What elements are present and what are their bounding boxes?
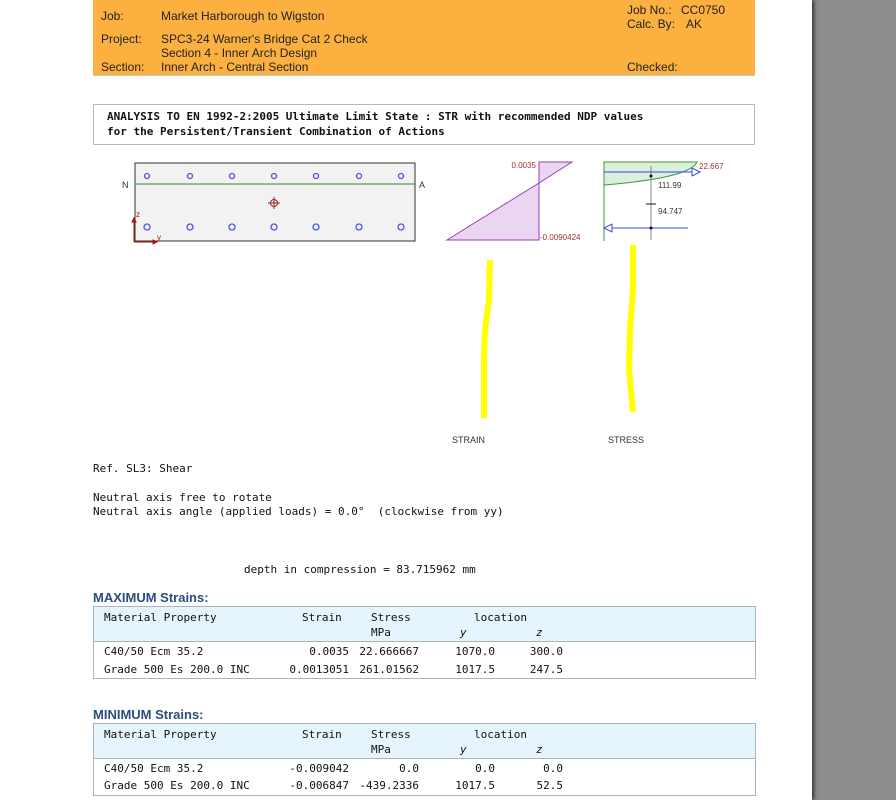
jobno-label: Job No.:: [627, 3, 672, 17]
cell-material: C40/50 Ecm 35.2: [104, 762, 204, 775]
col-stress: Stress: [371, 728, 411, 741]
col-location: location: [474, 611, 527, 624]
table-row: [94, 663, 755, 677]
table-header: [94, 607, 755, 642]
stress-diagram: [604, 162, 724, 241]
cell-material: Grade 500 Es 200.0 INC: [104, 779, 250, 792]
cell-strain: 0.0035: [309, 645, 349, 658]
lever-arm-1: 111.99: [658, 181, 682, 190]
stress-caption: STRESS: [608, 435, 645, 445]
stress-top-value: 22.667: [699, 162, 724, 171]
calcby-label: Calc. By:: [627, 17, 676, 31]
col-y: y: [460, 743, 467, 756]
cell-z: 52.5: [536, 779, 563, 792]
cell-z: 247.5: [529, 663, 563, 676]
yellow-annotation-strain: [484, 260, 490, 418]
y-label: y: [157, 233, 161, 242]
cell-y: 1017.5: [455, 779, 495, 792]
a-label: A: [419, 180, 426, 190]
strain-diagram: [447, 161, 581, 242]
min-strains-table: [93, 723, 756, 796]
section-value: Inner Arch - Central Section: [161, 60, 309, 74]
cell-stress: 0.0: [399, 762, 419, 775]
table-row: [94, 779, 755, 793]
cell-stress: -439.2336: [359, 779, 419, 792]
min-strains-title: MINIMUM Strains:: [93, 707, 204, 722]
cell-y: 1017.5: [455, 663, 495, 676]
na-free-note: Neutral axis free to rotate: [93, 491, 272, 504]
col-stress-unit: MPa: [371, 743, 391, 756]
section-label: Section:: [101, 60, 145, 74]
n-label: N: [122, 180, 129, 190]
strain-tension: [447, 183, 539, 240]
yellow-annotation-stress: [629, 245, 633, 412]
col-stress: Stress: [371, 611, 411, 624]
analysis-title-line2: for the Persistent/Transient Combination of Actions: [107, 125, 445, 138]
cell-strain: -0.006847: [289, 779, 349, 792]
col-z: z: [536, 626, 543, 639]
col-strain: Strain: [302, 728, 342, 741]
col-z: z: [536, 743, 543, 756]
project-line1: SPC3-24 Warner's Bridge Cat 2 Check: [161, 32, 368, 46]
checked-label: Checked:: [627, 60, 678, 74]
table-row: [94, 762, 755, 776]
cell-strain: -0.009042: [289, 762, 349, 775]
na-angle-note: Neutral axis angle (applied loads) = 0.0° (clockwise from yy): [93, 505, 504, 518]
cell-y: 1070.0: [455, 645, 495, 658]
cross-section: [122, 163, 425, 244]
cell-material: Grade 500 Es 200.0 INC: [104, 663, 250, 676]
cell-z: 300.0: [529, 645, 563, 658]
max-strains-title: MAXIMUM Strains:: [93, 590, 209, 605]
cell-stress: 261.01562: [359, 663, 419, 676]
col-location: location: [474, 728, 527, 741]
col-strain: Strain: [302, 611, 342, 624]
cell-stress: 22.666667: [359, 645, 419, 658]
ref-note: Ref. SL3: Shear: [93, 462, 193, 475]
job-value: Market Harborough to Wigston: [161, 9, 325, 23]
max-strains-table: [93, 606, 756, 679]
strain-bottom-value: -0.0090424: [540, 233, 581, 242]
project-line2: Section 4 - Inner Arch Design: [161, 46, 318, 60]
cell-z: 0.0: [543, 762, 563, 775]
col-stress-unit: MPa: [371, 626, 391, 639]
strain-caption: STRAIN: [452, 435, 486, 445]
calcby-value: AK: [686, 17, 703, 31]
cell-y: 0.0: [475, 762, 495, 775]
cell-strain: 0.0013051: [289, 663, 349, 676]
col-material: Material Property: [104, 611, 217, 624]
job-label: Job:: [101, 9, 124, 23]
col-material: Material Property: [104, 728, 217, 741]
depth-note: depth in compression = 83.715962 mm: [244, 563, 476, 576]
table-header: [94, 724, 755, 759]
analysis-title-line1: ANALYSIS TO EN 1992-2:2005 Ultimate Limit State : STR with recommended NDP values: [107, 110, 644, 123]
strain-compression: [539, 162, 572, 183]
table-row: [94, 645, 755, 659]
cell-material: C40/50 Ecm 35.2: [104, 645, 204, 658]
lever-arm-2: 94.747: [658, 207, 683, 216]
jobno-value: CC0750: [681, 3, 726, 17]
col-y: y: [460, 626, 467, 639]
strain-top-value: 0.0035: [511, 161, 536, 170]
project-label: Project:: [101, 32, 142, 46]
z-label: z: [136, 210, 140, 219]
